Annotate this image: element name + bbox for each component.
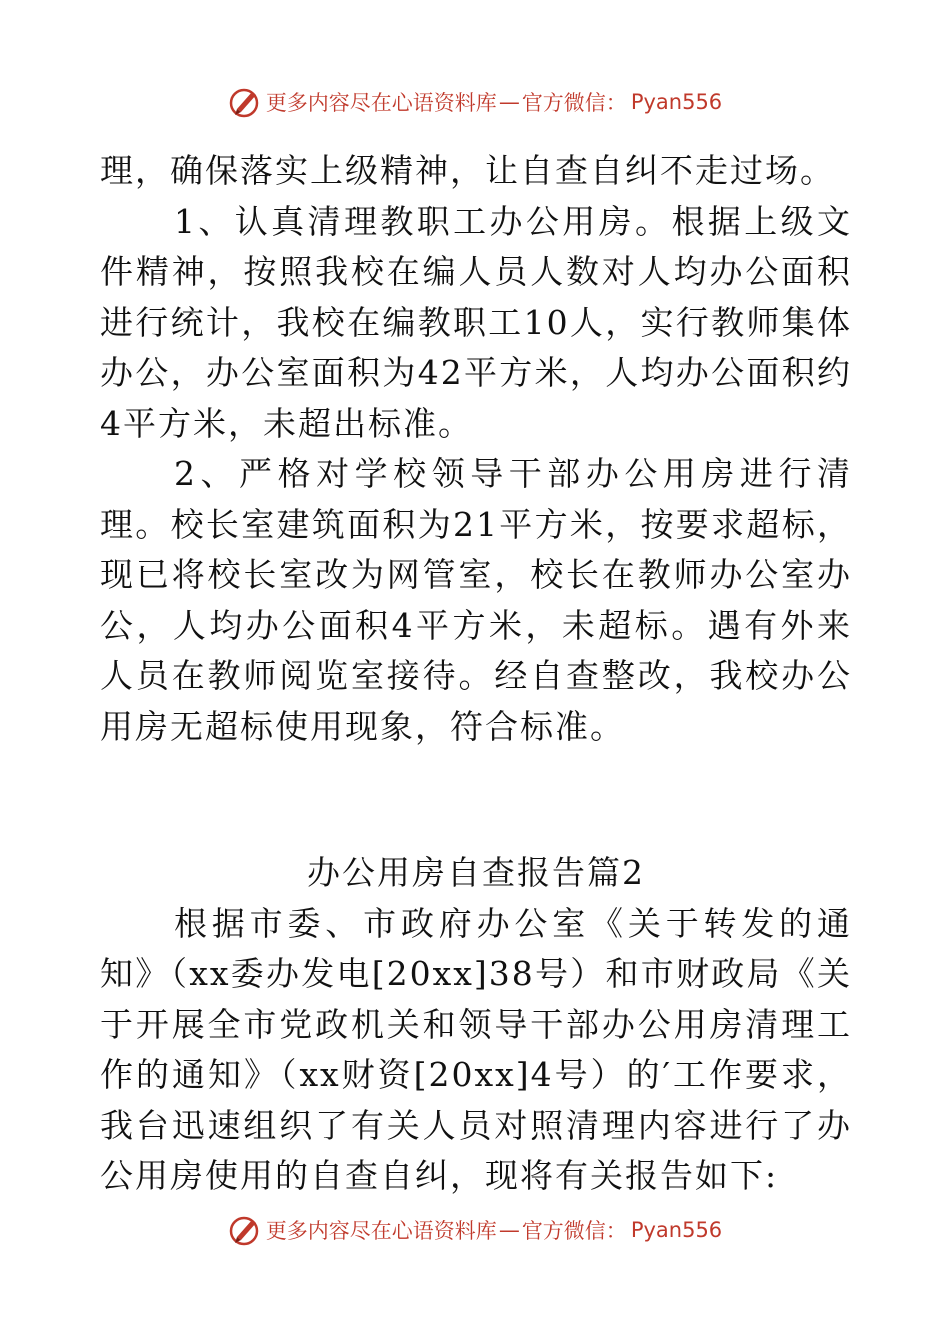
watermark-banner-top <box>0 82 950 122</box>
watermark-dash: — <box>498 90 520 114</box>
watermark-banner-bottom <box>0 1210 950 1250</box>
document-body <box>100 146 852 1202</box>
watermark-dash: — <box>498 1218 520 1242</box>
watermark-brand-text: 更多内容尽在心语资料库 <box>265 1219 497 1243</box>
watermark-brand-text: 更多内容尽在心语资料库 <box>265 91 497 115</box>
paragraph-item-2: 2、严格对学校领导干部办公用房进行清理。校长室建筑面积为21平方米，按要求超标，现已将校长室改为网管室，校长在教师办公室办公，人均办公面积4平方米，未超标。遇有外来人员在教师阅览室接待。经自查整改，我校办公用房无超标使用现象，符合标准。 <box>100 454 852 746</box>
watermark-official-text: 官方微信： <box>521 91 627 115</box>
watermark-official-text: 官方微信： <box>521 1219 627 1243</box>
pen-logo-icon <box>228 1213 262 1247</box>
watermark-account: Pyan556 <box>630 1218 723 1242</box>
paragraph-continuation: 理，确保落实上级精神，让自查自纠不走过场。 <box>100 151 835 190</box>
paragraph-item-1: 1、认真清理教职工办公用房。根据上级文件精神，按照我校在编人员人数对人均办公面积进行统计，我校在编教职工10人，实行教师集体办公，办公室面积为42平方米，人均办公面积约4平方米，未超出标准。 <box>100 201 852 443</box>
pen-logo-icon <box>228 85 262 119</box>
section-title: 办公用房自查报告篇2 <box>307 853 645 892</box>
paragraph-intro: 根据市委、市政府办公室《关于转发的通知》（xx委办发电[20xx]38号）和市财政局《关于开展全市党政机关和领导干部办公用房清理工作的通知》（xx财资[20xx]4号）的′工作要求，我台迅速组织了有关人员对照清理内容进行了办公用房使用的自查自纠，现将有关报告如下: <box>100 903 852 1195</box>
watermark-account: Pyan556 <box>630 90 723 114</box>
